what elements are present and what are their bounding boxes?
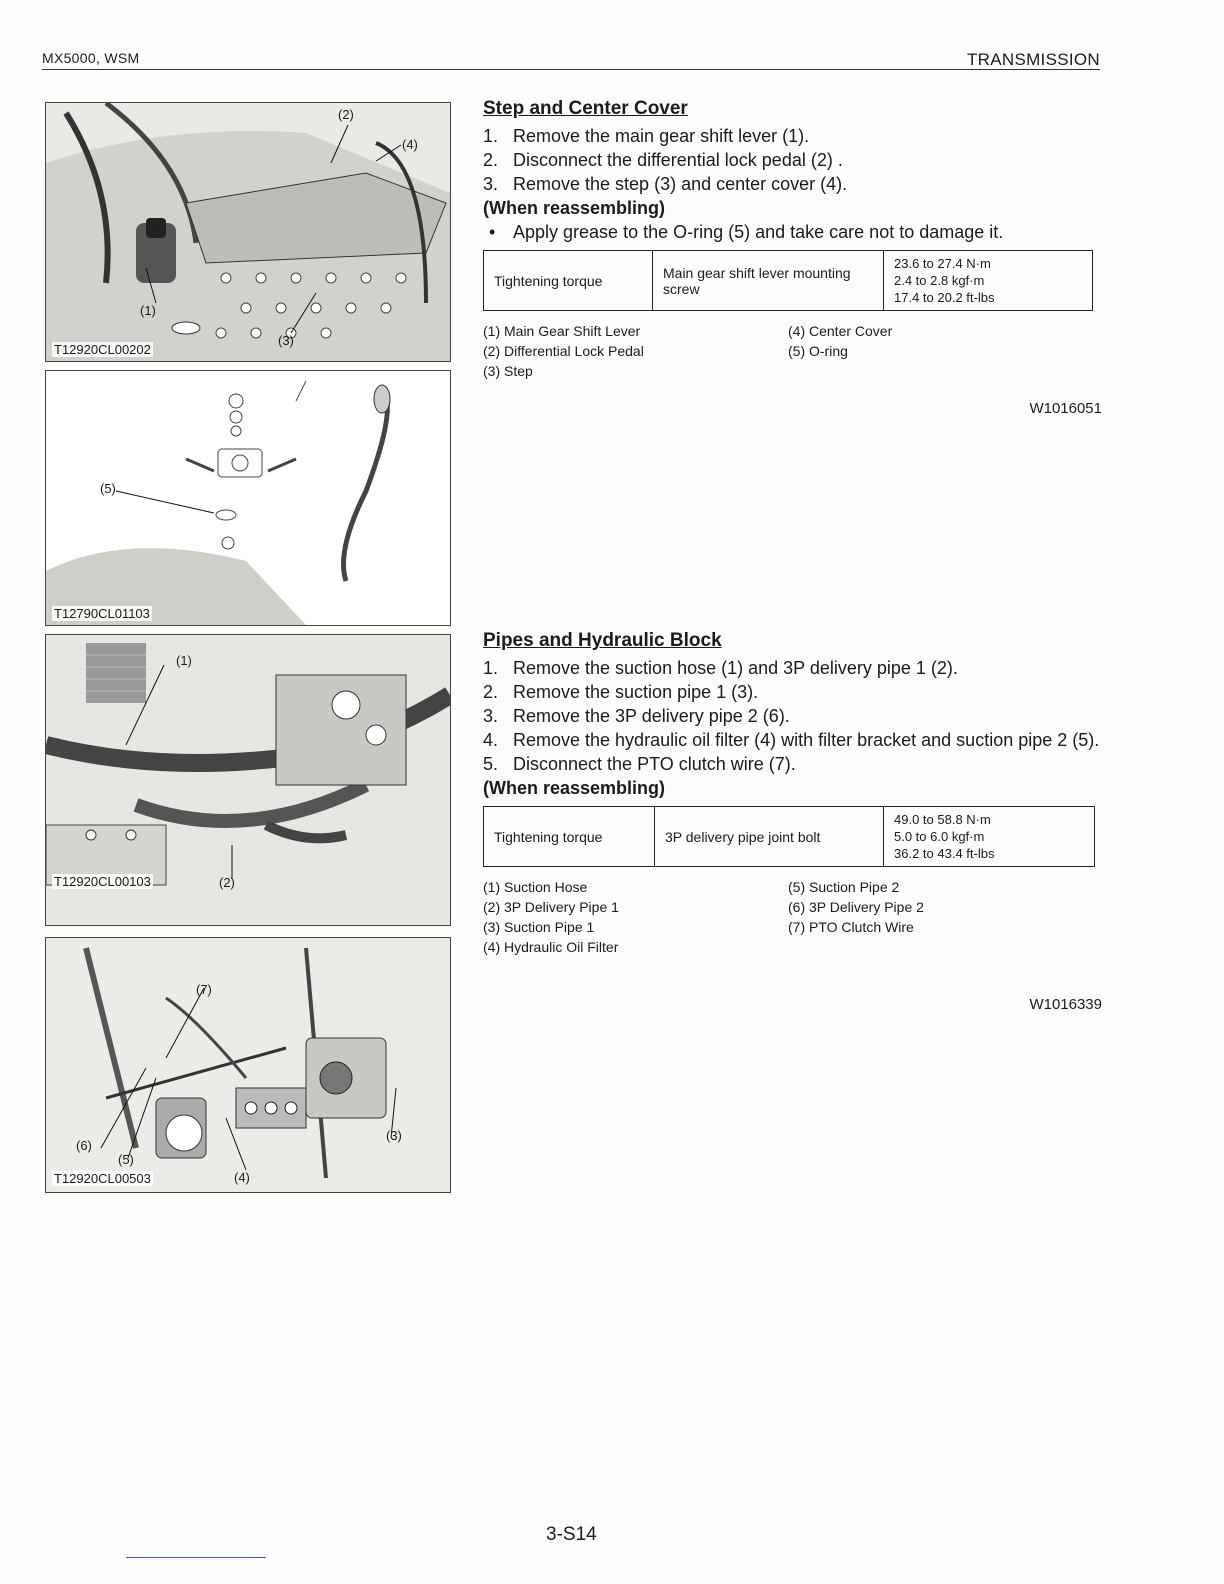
header-model: MX5000, WSM <box>42 50 140 66</box>
list-item: 1. Remove the main gear shift lever (1). <box>483 126 810 146</box>
diagram-shift-lever-exploded <box>46 371 450 625</box>
torque-table <box>483 806 1095 867</box>
legend-item: (1) Main Gear Shift Lever <box>483 323 641 339</box>
figure-caption: T12920CL00202 <box>54 342 151 357</box>
step-list <box>483 124 1103 196</box>
torque-item: 3P delivery pipe joint bolt <box>655 807 884 867</box>
callout-6: (6) <box>76 1138 92 1153</box>
step-list <box>483 656 1103 776</box>
legend-item: (2) Differential Lock Pedal <box>483 343 644 359</box>
figure-hydraulic-block <box>45 937 451 1193</box>
callout-4: (4) <box>402 137 418 152</box>
reassembly-note: • Apply grease to the O-ring (5) and take care not to damage it. <box>489 222 1004 242</box>
photo-step-center-cover <box>46 103 450 361</box>
legend-item: (4) Center Cover <box>788 323 893 339</box>
callout-2: (2) <box>219 875 235 890</box>
page-number: 3-S14 <box>546 1524 597 1545</box>
legend-item: (3) Step <box>483 363 533 379</box>
figure-caption: T12920CL00503 <box>54 1171 151 1186</box>
legend-item: (5) O-ring <box>788 343 848 359</box>
callout-5: (5) <box>100 481 116 496</box>
footer-rule <box>126 1557 266 1558</box>
header-rule <box>42 69 1100 70</box>
callout-3: (3) <box>386 1128 402 1143</box>
callout-1: (1) <box>176 653 192 668</box>
section-pipes-hydraulic-block <box>483 630 1103 957</box>
callout-4: (4) <box>234 1170 250 1185</box>
reassembly-heading: (When reassembling) <box>483 198 666 218</box>
list-item: 1. Remove the suction hose (1) and 3P delivery pipe 1 (2). <box>483 658 958 678</box>
figure-caption: T12920CL00103 <box>54 874 151 889</box>
legend-item: (4) Hydraulic Oil Filter <box>483 939 619 955</box>
list-item: 3. Remove the step (3) and center cover (4). <box>483 174 848 194</box>
section-title: Step and Center Cover <box>483 98 688 119</box>
header-section: TRANSMISSION <box>966 50 1100 69</box>
list-item: 5. Disconnect the PTO clutch wire (7). <box>483 754 796 774</box>
callout-2: (2) <box>338 107 354 122</box>
list-item: 3. Remove the 3P delivery pipe 2 (6). <box>483 706 790 726</box>
legend-item: (3) Suction Pipe 1 <box>483 919 595 935</box>
legend-item: (6) 3P Delivery Pipe 2 <box>788 899 924 915</box>
torque-label: Tightening torque <box>484 807 655 867</box>
legend-item: (5) Suction Pipe 2 <box>788 879 900 895</box>
legend-item: (2) 3P Delivery Pipe 1 <box>483 899 619 915</box>
callout-7: (7) <box>196 982 212 997</box>
list-item: 4. Remove the hydraulic oil filter (4) with filter bracket and suction pipe 2 (5). <box>483 730 1100 750</box>
callout-3: (3) <box>278 333 294 348</box>
list-item: 2. Disconnect the differential lock pedal (2) . <box>483 150 843 170</box>
photo-hydraulic-block <box>46 938 450 1192</box>
parts-legend <box>483 877 1103 957</box>
torque-table <box>483 250 1093 311</box>
torque-values: 23.6 to 27.4 N·m 2.4 to 2.8 kgf·m 17.4 to 20.2 ft-lbs <box>884 251 1093 311</box>
document-code: W1016339 <box>1029 996 1102 1013</box>
figure-shift-lever-exploded <box>45 370 451 626</box>
reassembly-heading: (When reassembling) <box>483 778 666 798</box>
legend-item: (1) Suction Hose <box>483 879 588 895</box>
torque-label: Tightening torque <box>484 251 653 311</box>
document-code: W1016051 <box>1029 400 1102 417</box>
callout-1: (1) <box>140 303 156 318</box>
section-title: Pipes and Hydraulic Block <box>483 630 722 651</box>
figure-suction-hose <box>45 634 451 926</box>
list-item: 2. Remove the suction pipe 1 (3). <box>483 682 759 702</box>
callout-5: (5) <box>118 1152 134 1167</box>
legend-item: (7) PTO Clutch Wire <box>788 919 914 935</box>
figure-step-center-cover <box>45 102 451 362</box>
figure-caption: T12790CL01103 <box>54 606 150 621</box>
torque-values: 49.0 to 58.8 N·m 5.0 to 6.0 kgf·m 36.2 to 43.4 ft-lbs <box>884 807 1095 867</box>
torque-item: Main gear shift lever mounting screw <box>653 251 884 311</box>
section-step-center-cover <box>483 98 1103 381</box>
parts-legend <box>483 321 1103 381</box>
